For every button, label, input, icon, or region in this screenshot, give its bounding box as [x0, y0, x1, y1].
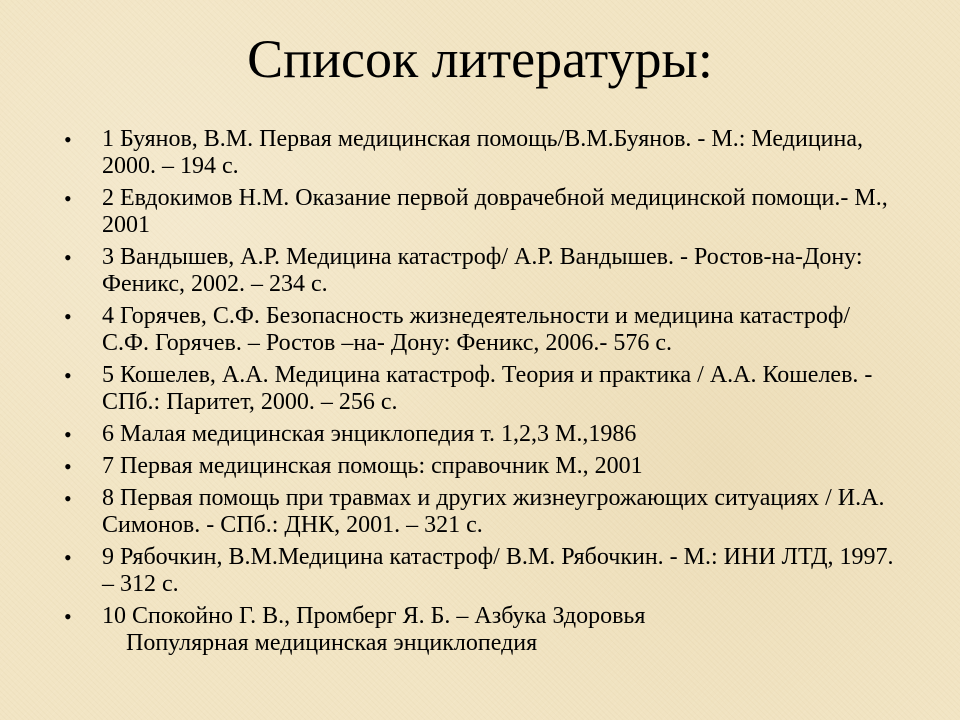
reference-text: 2 Евдокимов Н.М. Оказание первой доврачебной медицинской помощи.- М., 2001 — [102, 185, 888, 238]
reference-item-7 — [0, 453, 960, 480]
reference-text: 8 Первая помощь при травмах и других жизнеугрожающих ситуациях / И.А. Симонов. - СПб.: ДНК, 2001. – 321 с. — [102, 485, 885, 538]
bullet-icon: • — [64, 363, 72, 388]
bullet-icon: • — [64, 422, 72, 447]
bullet-icon: • — [64, 245, 72, 270]
bullet-icon: • — [64, 486, 72, 511]
reference-text: 10 Спокойно Г. В., Промберг Я. Б. – Азбука Здоровья — [102, 603, 646, 629]
reference-text: 7 Первая медицинская помощь: справочник М., 2001 — [102, 453, 643, 479]
reference-text: 1 Буянов, В.М. Первая медицинская помощь/В.М.Буянов. - М.: Медицина, 2000. – 194 с. — [102, 126, 864, 179]
reference-text: 6 Малая медицинская энциклопедия т. 1,2,3 М.,1986 — [102, 421, 637, 447]
slide-title: Список литературы: — [247, 29, 713, 89]
bullet-icon: • — [64, 545, 72, 570]
reference-item-4 — [0, 303, 960, 357]
bullet-icon: • — [64, 127, 72, 152]
reference-text: 3 Вандышев, А.Р. Медицина катастроф/ А.Р. Вандышев. - Ростов-на-Дону: Феникс, 2002. – 234 с. — [102, 244, 863, 297]
reference-item-5 — [0, 362, 960, 416]
reference-item-8 — [0, 485, 960, 539]
reference-item-1 — [0, 126, 960, 180]
reference-text: 4 Горячев, С.Ф. Безопасность жизнедеятельности и медицина катастроф/ С.Ф. Горячев. – Ростов –на- Дону: Феникс, 2006.- 576 с. — [102, 303, 851, 356]
bullet-icon: • — [64, 454, 72, 479]
reference-item-10 — [0, 603, 960, 657]
reference-item-9 — [0, 544, 960, 598]
reference-item-6 — [0, 421, 960, 448]
reference-item-3 — [0, 244, 960, 298]
bullet-icon: • — [64, 304, 72, 329]
bullet-icon: • — [64, 186, 72, 211]
reference-item-2 — [0, 185, 960, 239]
reference-text: 5 Кошелев, А.А. Медицина катастроф. Теория и практика / А.А. Кошелев. - СПб.: Паритет, 2000. – 256 с. — [102, 362, 873, 415]
reference-list — [0, 126, 960, 662]
reference-text: 9 Рябочкин, В.М.Медицина катастроф/ В.М. Рябочкин. - М.: ИНИ ЛТД, 1997. – 312 с. — [102, 544, 894, 597]
reference-continuation: Популярная медицинская энциклопедия — [126, 630, 538, 656]
bullet-icon: • — [64, 604, 72, 629]
